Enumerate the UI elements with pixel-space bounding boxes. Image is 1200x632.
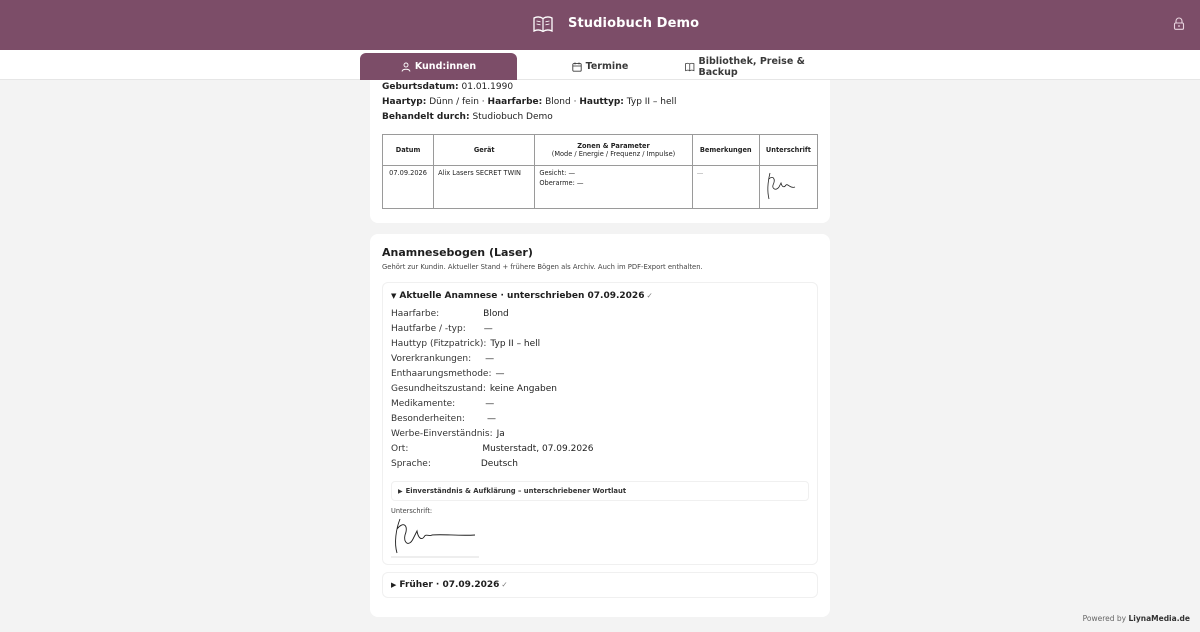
hair-skin-line [382,97,677,107]
field-medikamente [391,399,494,409]
cell-bemerkungen: — [692,166,759,209]
field-label: Sprache: [391,459,431,469]
tab-termine[interactable] [540,53,660,80]
footer-brand-link[interactable]: LiynaMedia.de [1128,614,1190,623]
field-value: keine Angaben [489,384,557,394]
haartyp-value: Dünn / fein [429,97,479,107]
field-label: Vorerkrankungen: [391,354,472,364]
field-label: Gesundheitszustand: [391,384,486,394]
cell-datum: 07.09.2026 [383,166,434,209]
lock-icon[interactable] [1173,17,1185,30]
current-anamnese-details [382,282,818,565]
anamnese-card [370,234,830,617]
field-value: — [495,369,505,379]
col-bemerkungen: Bemerkungen [692,135,759,166]
birthdate-line [382,82,513,92]
consent-summary-text: Einverständnis & Aufklärung – unterschriebener Wortlaut [405,487,627,495]
signature-image [391,515,481,559]
haarfarbe-label: Haarfarbe: [487,97,543,107]
book-icon [685,62,695,72]
field-value: Musterstadt, 07.09.2026 [482,444,594,454]
field-sprache [391,459,518,469]
triangle-right-icon: ▶ [398,488,403,495]
cell-zonen [535,166,692,209]
field-label: Hauttyp (Fitzpatrick): [391,339,487,349]
field-ort [391,444,594,454]
app-header [0,0,1200,50]
earlier-anamnese-summary[interactable] [391,580,508,590]
anamnese-title: Anamnesebogen (Laser) [382,246,533,259]
field-enthaarungsmethode [391,369,505,379]
field-label: Enthaarungsmethode: [391,369,492,379]
calendar-icon [572,62,582,72]
treated-by-value: Studiobuch Demo [472,112,553,122]
col-zonen-subtitle: (Mode / Energie / Frequenz / Impulse) [551,150,676,158]
haarfarbe-value: Blond [545,97,571,107]
earlier-anamnese-details[interactable] [382,572,818,598]
treated-by-label: Behandelt durch: [382,112,470,122]
col-datum: Datum [383,135,434,166]
tab-label: Bibliothek, Preise & Backup [698,55,805,78]
field-gesundheitszustand [391,384,557,394]
tab-label: Kund:innen [414,61,477,72]
field-value: — [485,399,495,409]
col-zonen-title: Zonen & Parameter [577,142,650,150]
field-vorerkrankungen [391,354,494,364]
field-value: Typ II – hell [490,339,541,349]
field-label: Werbe-Einverständnis: [391,429,493,439]
tab-label: Termine [585,61,629,72]
field-label: Haarfarbe: [391,309,440,319]
field-value: — [485,354,495,364]
current-anamnese-summary[interactable] [391,291,653,301]
separator: · [481,97,485,107]
check-icon: ✓ [501,580,508,589]
col-zonen [535,135,692,166]
check-icon: ✓ [646,291,653,300]
anamnese-subtitle: Gehört zur Kundin. Aktueller Stand + frühere Bögen als Archiv. Auch im PDF-Export enthalten. [382,263,703,271]
signature-image [764,169,798,203]
field-label: Ort: [391,444,409,454]
client-card [370,80,830,223]
signature-label: Unterschrift: [391,507,433,515]
table-row [383,166,818,209]
table-header-row [383,135,818,166]
cell-geraet: Alix Lasers SECRET TWIN [434,166,535,209]
haartyp-label: Haartyp: [382,97,427,107]
zone-line: Oberarme: — [539,179,584,187]
field-value: Blond [483,309,509,319]
birthdate-value: 01.01.1990 [461,82,514,92]
hauttyp-label: Hauttyp: [579,97,624,107]
col-geraet: Gerät [434,135,535,166]
treated-by-line [382,112,553,122]
tab-bar [0,50,1200,80]
field-value: — [483,324,493,334]
field-werbe-einverstaendnis [391,429,505,439]
cell-unterschrift [759,166,817,209]
treatment-table [382,134,818,209]
field-value: — [486,414,496,424]
field-haarfarbe [391,309,509,319]
summary-text: Aktuelle Anamnese · unterschrieben 07.09.2026 [399,291,645,301]
field-hautfarbe [391,324,493,334]
hauttyp-value: Typ II – hell [626,97,677,107]
field-value: Deutsch [480,459,518,469]
field-label: Medikamente: [391,399,456,409]
triangle-right-icon: ▶ [391,581,397,589]
field-besonderheiten [391,414,496,424]
consent-details-summary[interactable] [391,481,809,501]
field-label: Hautfarbe / -typ: [391,324,466,334]
field-label: Besonderheiten: [391,414,465,424]
user-icon [401,62,411,72]
field-hauttyp [391,339,540,349]
footer-credit [1083,614,1190,623]
tab-kundinnen[interactable] [360,53,517,80]
zone-line: Gesicht: — [539,169,576,177]
footer-prefix: Powered by [1082,614,1127,623]
triangle-down-icon: ▼ [391,292,397,300]
summary-text: Früher · 07.09.2026 [399,580,500,590]
separator: · [573,97,577,107]
app-title: Studiobuch Demo [568,16,700,31]
tab-bibliothek[interactable] [685,53,840,80]
field-value: Ja [496,429,505,439]
book-open-icon [533,15,553,33]
col-unterschrift: Unterschrift [759,135,817,166]
birthdate-label: Geburtsdatum: [382,82,459,92]
